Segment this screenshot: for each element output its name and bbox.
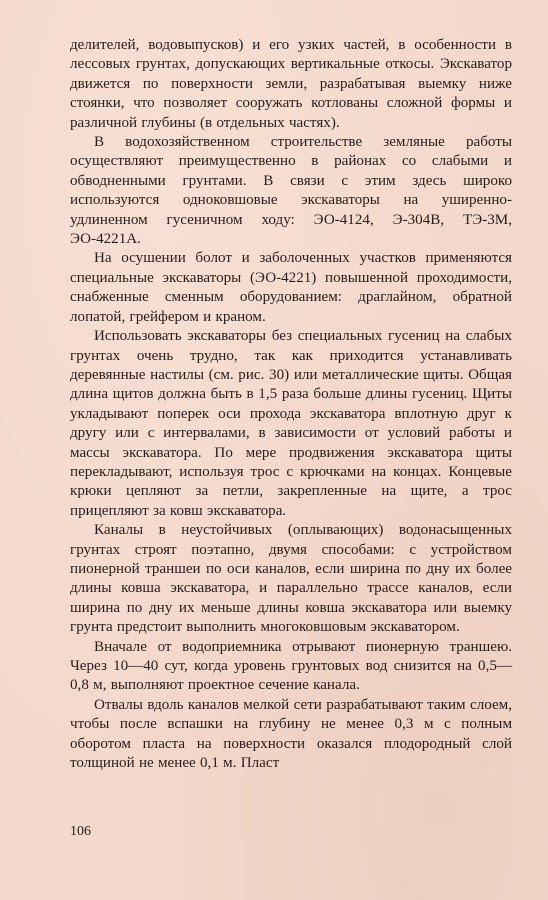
page-body	[70, 36, 512, 773]
paragraph-6: Вначале от водоприемника отрывают пионерную траншею. Через 10—40 сут, когда уровень грунтовых вод снизится на 0,5—0,8 м, выполняют проектное сечение канала.	[70, 638, 512, 694]
paragraph-3: На осушении болот и заболоченных участков применяются специальные экскаваторы (ЭО-4221) повышенной проходимости, снабженные сменным оборудованием: драглайном, обратной лопатой, грейфером и краном.	[70, 250, 512, 325]
paragraph-4: Использовать экскаваторы без специальных гусениц на слабых грунтах очень трудно, так как приходится устанавливать деревянные настилы (см. рис. 30) или металлические щиты. Общая длина щитов должна быть в 1,5 раза больше длины гусениц. Щиты укладывают поперек оси прохода экскаватора вплотную друг к другу или с интервалами, в зависимости от условий работы и массы экскаватора. По мере продвижения экскаватора щиты перекладывают, используя трос с крючками на концах. Концевые крюки цепляют за петли, закрепленные на щите, а трос прицепляют за ковш экскаватора.	[70, 328, 512, 519]
paragraph-2: В водохозяйственном строительстве земляные работы осуществляют преимущественно в районах со слабыми и обводненными грунтами. В связи с этим здесь широко используются одноковшовые экскаваторы на уширенно-удлиненном гусеничном ходу: ЭО-4124, Э-304В, ТЭ-3М, ЭО-4221А.	[70, 134, 512, 248]
paragraph-1: делителей, водовыпусков) и его узких частей, в особенности в лессовых грунтах, допускающих вертикальные откосы. Экскаватор движется по поверхности земли, разрабатывая выемку ниже стоянки, что позволяет сооружать котлованы сложной формы и различной глубины (в отдельных частях).	[70, 37, 512, 131]
paragraph-5: Каналы в неустойчивых (оплывающих) водонасыщенных грунтах строят поэтапно, двумя способами: с устройством пионерной траншеи по оси каналов, если ширина по дну их более длины ковша экскаватора, и параллельно трассе каналов, если ширина по дну их меньше длины ковша экскаватора или выемку грунта предстоит выполнить многоковшовым экскаватором.	[70, 522, 512, 636]
paragraph-7: Отвалы вдоль каналов мелкой сети разрабатывают таким слоем, чтобы после вспашки на глубину не менее 0,3 м с полным оборотом пласта на поверхности оказался плодородный слой толщиной не менее 0,1 м. Пласт	[70, 696, 512, 772]
page-number: 106	[70, 824, 91, 839]
